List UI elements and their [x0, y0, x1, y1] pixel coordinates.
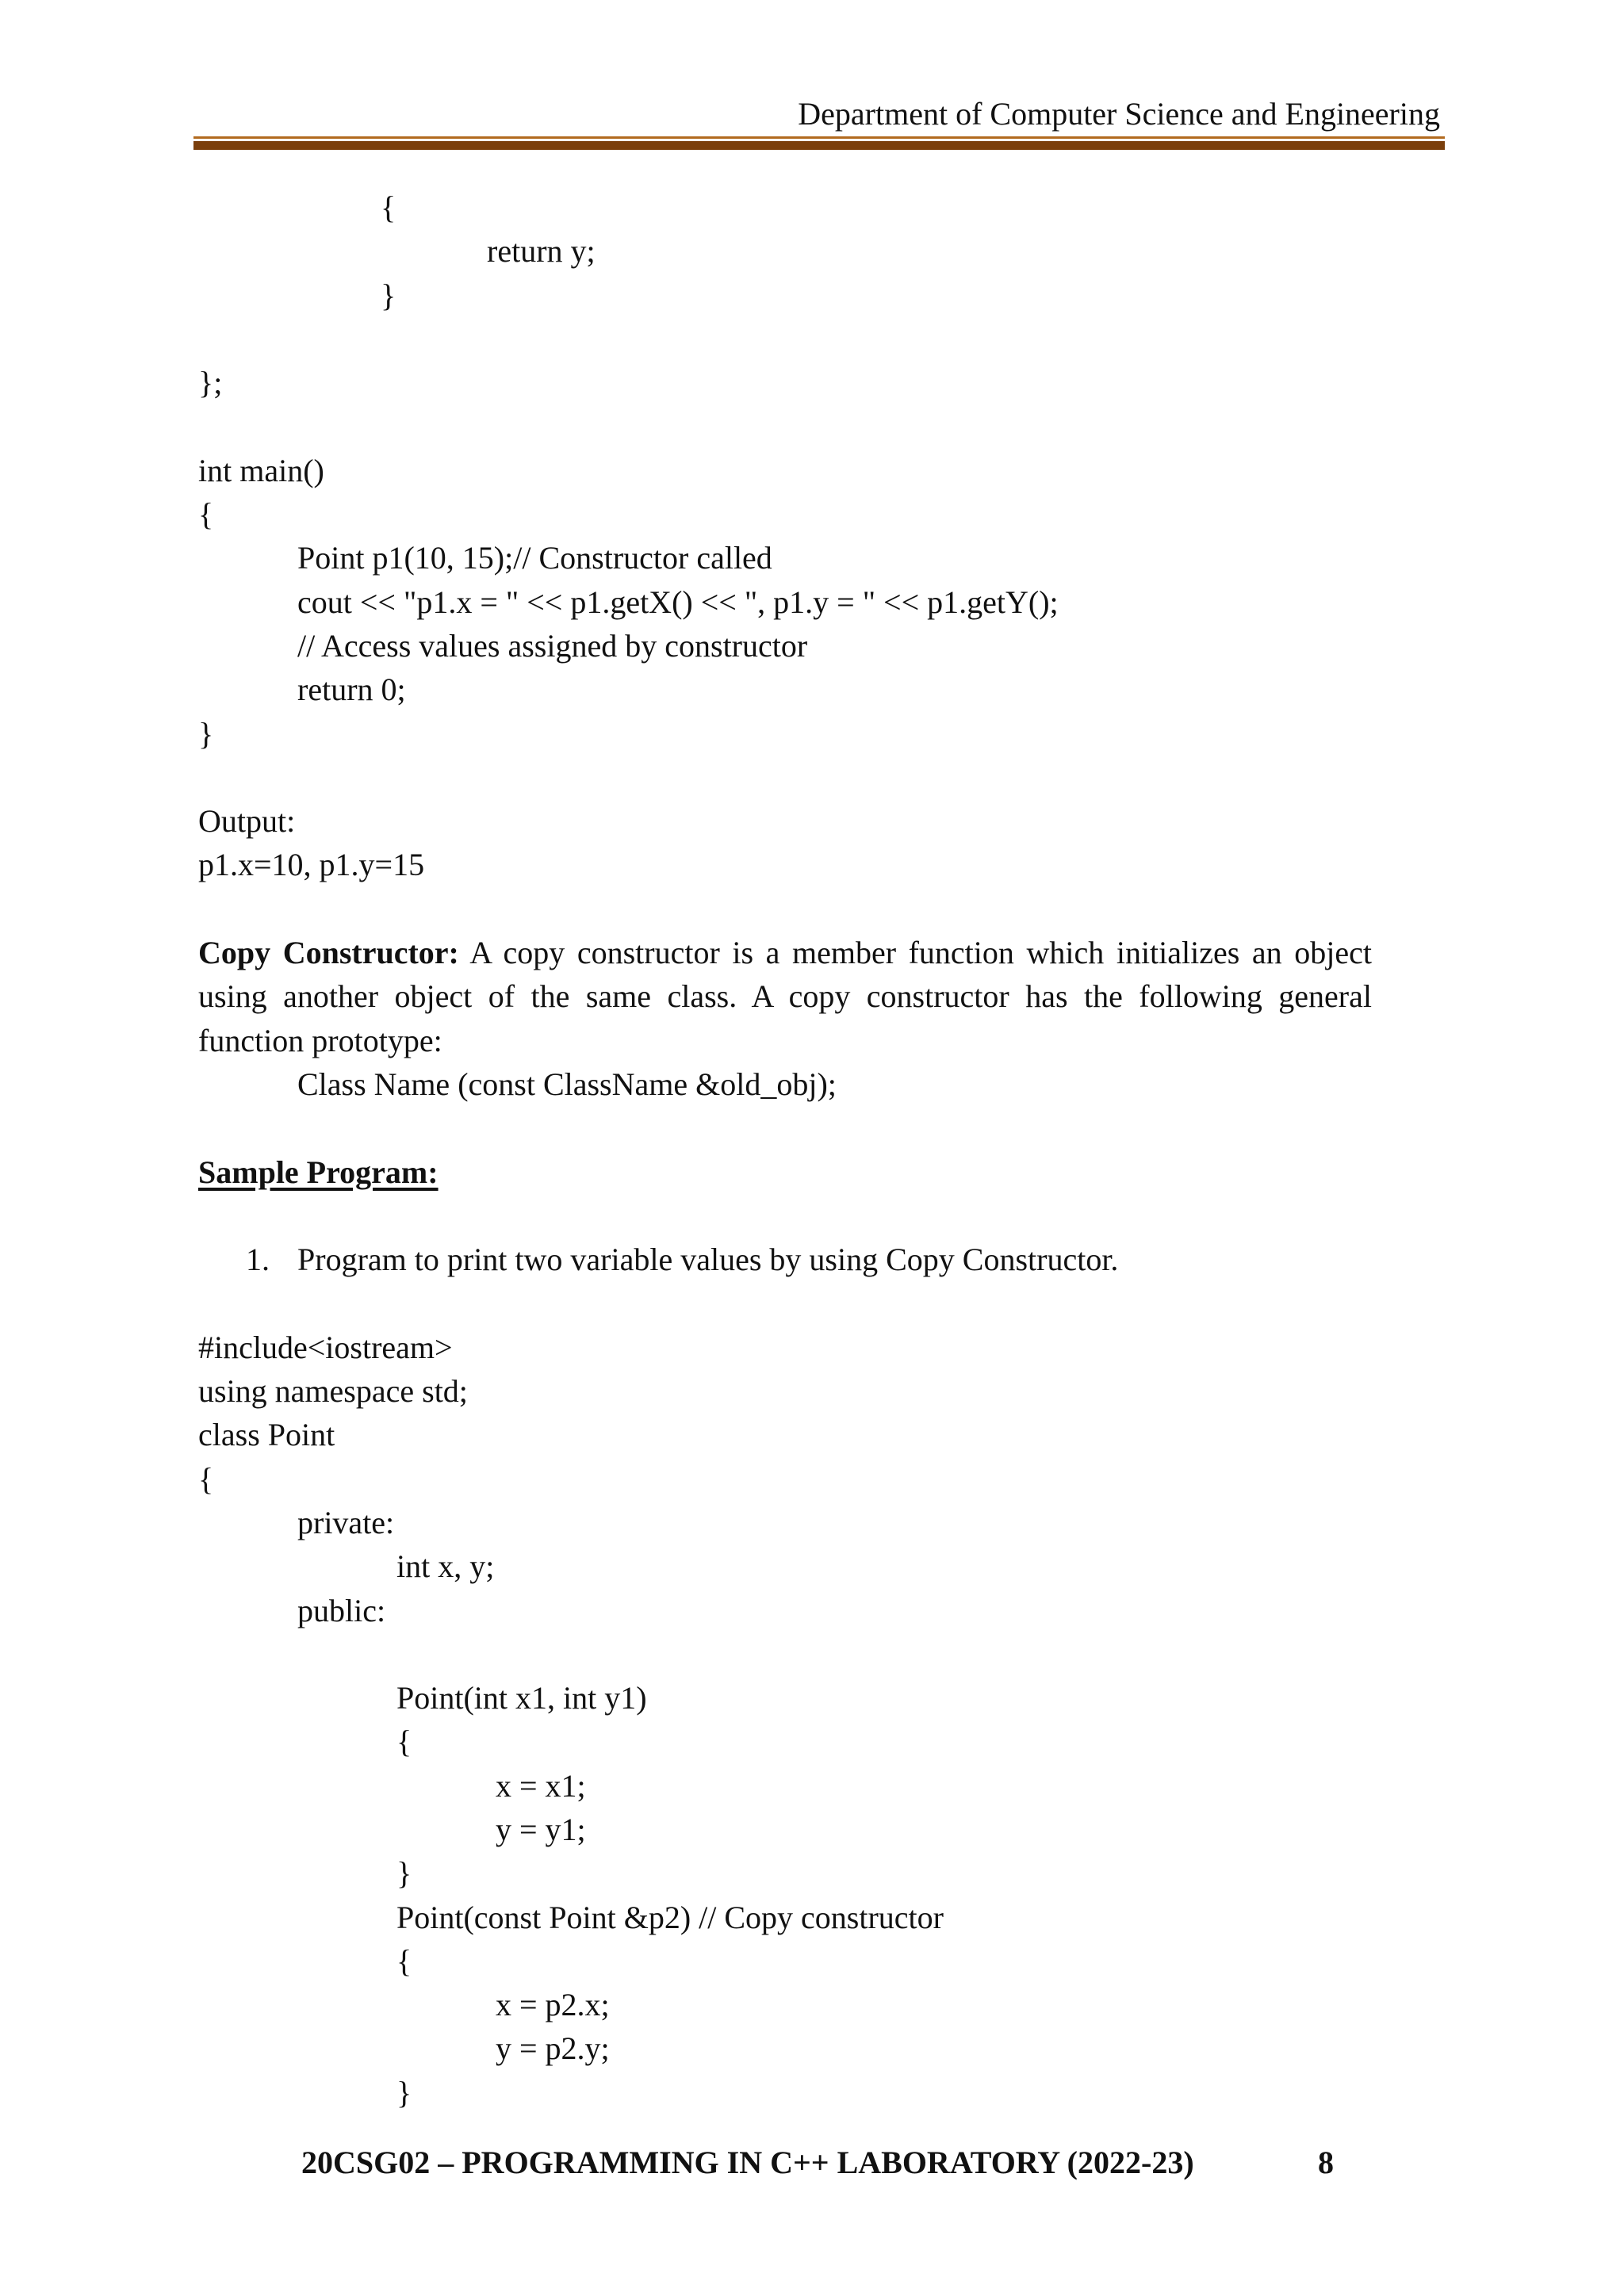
spacer [198, 1281, 1372, 1325]
code-line: { [396, 1942, 412, 1979]
code-line: int main() [198, 452, 324, 488]
code-line: { [198, 496, 214, 533]
list-item-number: 1. [246, 1242, 270, 1278]
code-line: { [198, 1460, 214, 1497]
code-line: Point p1(10, 15);// Constructor called [297, 540, 772, 576]
code-block-bottom [198, 1326, 1372, 2114]
copy-constructor-term: Copy Constructor: [198, 935, 459, 971]
code-line: cout << "p1.x = " << p1.getX() << ", p1.y = " << p1.getY(); [297, 584, 1059, 620]
page-footer-course: 20CSG02 – PROGRAMMING IN C++ LABORATORY (2022-23) [301, 2145, 1194, 2180]
spacer [198, 887, 1372, 931]
code-line: return y; [487, 233, 596, 270]
code-line: class Point [198, 1417, 335, 1453]
copy-constructor-prototype: Class Name (const ClassName &old_obj); [297, 1066, 837, 1102]
output-value: p1.x=10, p1.y=15 [198, 847, 425, 883]
code-line: { [396, 1724, 412, 1760]
sample-program-list-item [198, 1238, 1372, 1281]
code-line: }; [198, 365, 223, 401]
copy-constructor-paragraph [198, 931, 1372, 1062]
code-line: #include<iostream> [198, 1329, 453, 1365]
code-line: x = p2.x; [496, 1987, 610, 2023]
page-content [198, 186, 1372, 2114]
code-line: } [381, 277, 396, 313]
code-block-top [198, 186, 1372, 756]
sample-program-heading: Sample Program: [198, 1154, 439, 1190]
page-number: 8 [1318, 2145, 1334, 2180]
code-line: } [396, 1855, 412, 1892]
page-header-department: Department of Computer Science and Engineering [798, 96, 1440, 132]
spacer [198, 1194, 1372, 1238]
code-line-blank [198, 1632, 1372, 1676]
code-line: Point(int x1, int y1) [396, 1680, 647, 1716]
output-section [198, 799, 1372, 887]
code-line: // Access values assigned by constructor [297, 627, 808, 664]
code-line-blank [198, 404, 1372, 448]
code-line: y = p2.y; [496, 2030, 610, 2067]
code-line: } [198, 715, 214, 752]
code-line: using namespace std; [198, 1373, 468, 1410]
spacer [198, 756, 1372, 799]
code-line: return 0; [297, 672, 406, 708]
code-line-blank [198, 317, 1372, 361]
list-item-text: Program to print two variable values by using Copy Constructor. [297, 1242, 1119, 1278]
code-line: y = y1; [496, 1811, 586, 1847]
header-rule-thick [193, 141, 1445, 150]
code-line: int x, y; [396, 1548, 495, 1585]
output-label: Output: [198, 803, 296, 840]
code-line: { [381, 189, 396, 225]
header-rule-thin [193, 136, 1445, 139]
code-line: } [396, 2074, 412, 2110]
copy-constructor-description: A copy constructor is a member function which initializes an object using another object of the same class. A copy constructor has the following general function prototype: [198, 935, 1372, 1058]
code-line: Point(const Point &p2) // Copy constructor [396, 1899, 944, 1935]
code-line: public: [297, 1592, 386, 1628]
code-line: x = x1; [496, 1767, 586, 1804]
code-line: private: [297, 1504, 395, 1540]
spacer [198, 1106, 1372, 1150]
